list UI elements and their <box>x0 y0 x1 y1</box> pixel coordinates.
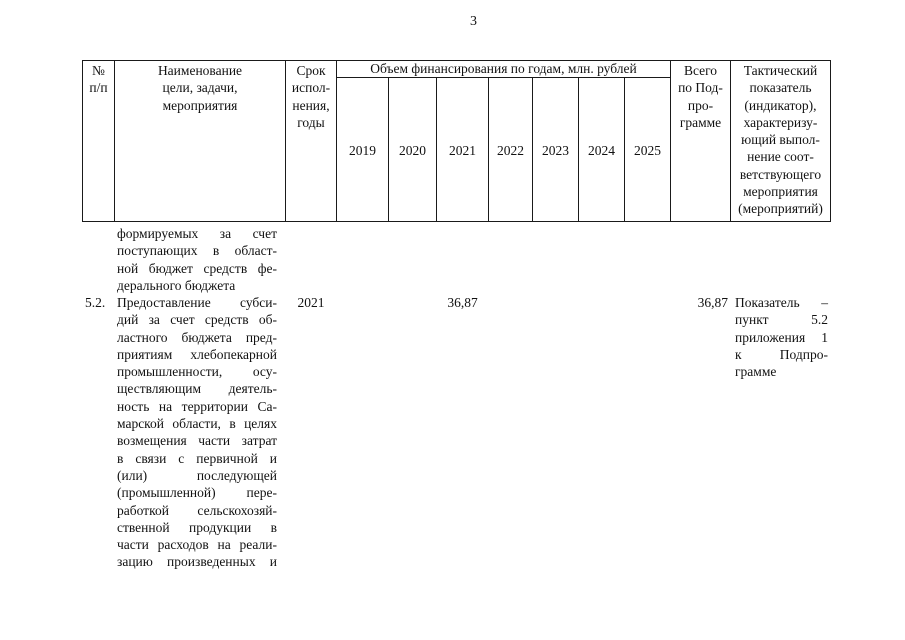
header-col-indicator-line: ющий выпол- <box>741 132 820 148</box>
header-col-name-line: Наименование <box>157 63 243 78</box>
row-total: 36,87 <box>697 295 728 310</box>
header-col-total-line: грамме <box>679 114 722 130</box>
row-name <box>117 294 277 571</box>
header-year-2020: 2020 <box>399 143 426 158</box>
row-name-line: (или) последующей <box>117 467 277 483</box>
row-name-line: ность на территории Са- <box>117 398 277 414</box>
row-name-line: ластного бюджета пред- <box>117 329 277 345</box>
header-col-total-line: по Под- <box>678 80 723 96</box>
header-col-total-line: Всего <box>683 63 718 78</box>
header-year-2025: 2025 <box>634 143 661 158</box>
header-col-indicator-line: Тактический <box>743 63 818 78</box>
row-name-line: марской области, в целях <box>117 416 277 432</box>
row-name-line: дий за счет средств об- <box>117 312 277 328</box>
continuation-text <box>117 225 277 294</box>
row-name-line: ственной продукции в <box>117 519 277 535</box>
header-col-term-line: годы <box>297 114 325 130</box>
header-col-indicator-line: (индикатор), <box>744 97 817 113</box>
header-col-number-line: № <box>92 63 105 78</box>
header-col-indicator-line: ветствующего <box>739 166 822 182</box>
continuation-line: дерального бюджета <box>117 277 236 293</box>
header-col-term-line: Срок <box>296 63 326 78</box>
row-number: 5.2. <box>85 295 106 310</box>
header-year-2021: 2021 <box>449 143 476 158</box>
row-indicator-line: грамме <box>735 364 777 380</box>
row-name-line: (промышленной) пере- <box>117 485 277 501</box>
header-year-2019: 2019 <box>349 143 376 158</box>
continuation-line: поступающих в област- <box>117 243 277 259</box>
continuation-line: формируемых за счет <box>117 226 277 241</box>
header-col-indicator <box>731 62 830 218</box>
header-col-term <box>286 62 336 131</box>
row-name-line: части расходов на реали- <box>117 537 277 553</box>
header-col-indicator-line: мероприятия <box>743 184 818 200</box>
header-col-name-line: мероприятия <box>162 97 238 113</box>
row-name-line: ществляющим деятель- <box>117 381 277 397</box>
row-indicator <box>735 294 828 380</box>
continuation-line: ной бюджет средств фе- <box>117 260 277 276</box>
row-indicator-line: к Подпро- <box>735 346 828 362</box>
row-name-line: Предоставление субси- <box>117 295 277 310</box>
row-name-line: возмещения части затрат <box>117 433 277 449</box>
header-col-indicator-line: нение соот- <box>747 149 814 165</box>
header-col-number-line: п/п <box>89 80 108 96</box>
header-col-name-line: цели, задачи, <box>162 80 238 96</box>
row-term: 2021 <box>297 295 325 310</box>
row-indicator-line: пункт 5.2 <box>735 312 828 328</box>
row-name-line: приятиям хлебопекарной <box>117 346 277 362</box>
page-number: 3 <box>470 14 477 29</box>
row-name-line: промышленности, осу- <box>117 364 277 380</box>
row-indicator-line: Показатель – <box>735 295 828 310</box>
header-col-total-line: про- <box>687 97 714 113</box>
row-name-line: зацию произведенных и <box>117 554 277 570</box>
header-col-total <box>671 62 730 131</box>
header-col-indicator-line: (мероприятий) <box>738 201 823 217</box>
header-financing-title: Объем финансирования по годам, млн. рублей <box>370 61 637 76</box>
row-indicator-line: приложения 1 <box>735 329 828 345</box>
row-value-2021: 36,87 <box>447 295 478 310</box>
header-year-2023: 2023 <box>542 143 569 158</box>
header-col-name <box>115 62 285 114</box>
header-col-number <box>83 62 114 97</box>
header-year-2022: 2022 <box>497 143 524 158</box>
header-col-term-line: испол- <box>291 80 331 96</box>
header-col-term-line: нения, <box>292 97 330 113</box>
row-name-line: в связи с первичной и <box>117 450 277 466</box>
row-name-line: работкой сельскохозяй- <box>117 502 277 518</box>
header-col-indicator-line: показатель <box>749 80 812 96</box>
header-col-indicator-line: характеризу- <box>743 114 818 130</box>
header-year-2024: 2024 <box>588 143 615 158</box>
